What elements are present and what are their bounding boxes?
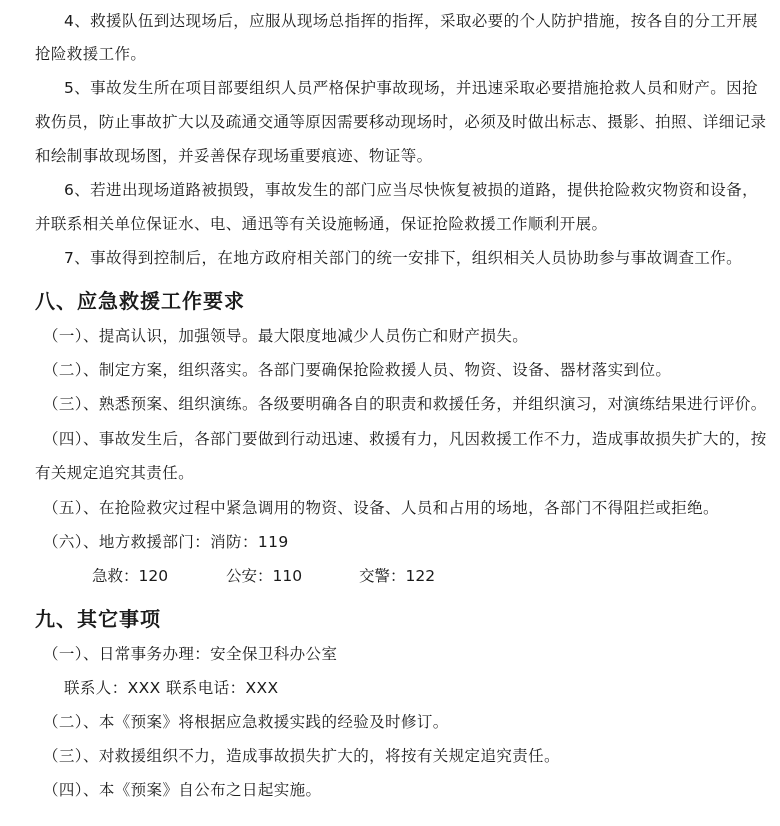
requirement-item-6: （六）、地方救援部门：消防：119 — [43, 533, 289, 551]
paragraph-item-5-line-3: 和绘制事故现场图，并妥善保存现场重要痕迹、物证等。 — [35, 147, 433, 165]
phone-traffic-police: 交警：122 — [359, 567, 436, 585]
paragraph-item-6-line-2: 并联系相关单位保证水、电、通迅等有关设施畅通，保证抢险救援工作顺利开展。 — [35, 215, 608, 233]
paragraph-item-5-line-2: 救伤员，防止事故扩大以及疏通交通等原因需要移动现场时，必须及时做出标志、摄影、拍照、详细记录 — [35, 113, 767, 131]
paragraph-item-4-line-1: 4、救援队伍到达现场后，应服从现场总指挥的指挥，采取必要的个人防护措施，按各自的分工开展 — [64, 12, 758, 30]
paragraph-item-7-line-1: 7、事故得到控制后，在地方政府相关部门的统一安排下，组织相关人员协助参与事故调查工作。 — [64, 249, 743, 267]
phone-police: 公安：110 — [226, 567, 303, 585]
paragraph-item-4-line-2: 抢险救援工作。 — [35, 45, 147, 63]
other-item-2: （二）、本《预案》将根据应急救援实践的经验及时修订。 — [43, 713, 449, 731]
requirement-item-1: （一）、提高认识，加强领导。最大限度地减少人员伤亡和财产损失。 — [43, 327, 529, 345]
section-heading-emergency-requirements: 八、应急救援工作要求 — [35, 289, 245, 313]
requirement-item-5: （五）、在抢险救灾过程中紧急调用的物资、设备、人员和占用的场地，各部门不得阻拦或拒绝。 — [43, 499, 719, 517]
other-item-3: （三）、对救援组织不力，造成事故损失扩大的，将按有关规定追究责任。 — [43, 747, 560, 765]
paragraph-item-5-line-1: 5、事故发生所在项目部要组织人员严格保护事故现场，并迅速采取必要措施抢救人员和财产。因抢 — [64, 79, 758, 97]
contact-line: 联系人：XXX 联系电话：XXX — [64, 679, 279, 697]
phone-ambulance: 急救：120 — [92, 567, 169, 585]
other-item-4: （四）、本《预案》自公布之日起实施。 — [43, 781, 322, 799]
requirement-item-4-line-1: （四）、事故发生后，各部门要做到行动迅速、救援有力，凡因救援工作不力，造成事故损失扩大的，按 — [43, 430, 767, 448]
paragraph-item-6-line-1: 6、若进出现场道路被损毁，事故发生的部门应当尽快恢复被损的道路，提供抢险救灾物资和设备， — [64, 181, 758, 199]
requirement-item-4-line-2: 有关规定追究其责任。 — [35, 464, 195, 482]
requirement-item-3: （三）、熟悉预案、组织演练。各级要明确各自的职责和救援任务，并组织演习，对演练结果进行评价。 — [43, 395, 767, 413]
other-item-1: （一）、日常事务办理：安全保卫科办公室 — [43, 645, 338, 663]
section-heading-other-matters: 九、其它事项 — [35, 607, 161, 631]
requirement-item-2: （二）、制定方案，组织落实。各部门要确保抢险救援人员、物资、设备、器材落实到位。 — [43, 361, 672, 379]
